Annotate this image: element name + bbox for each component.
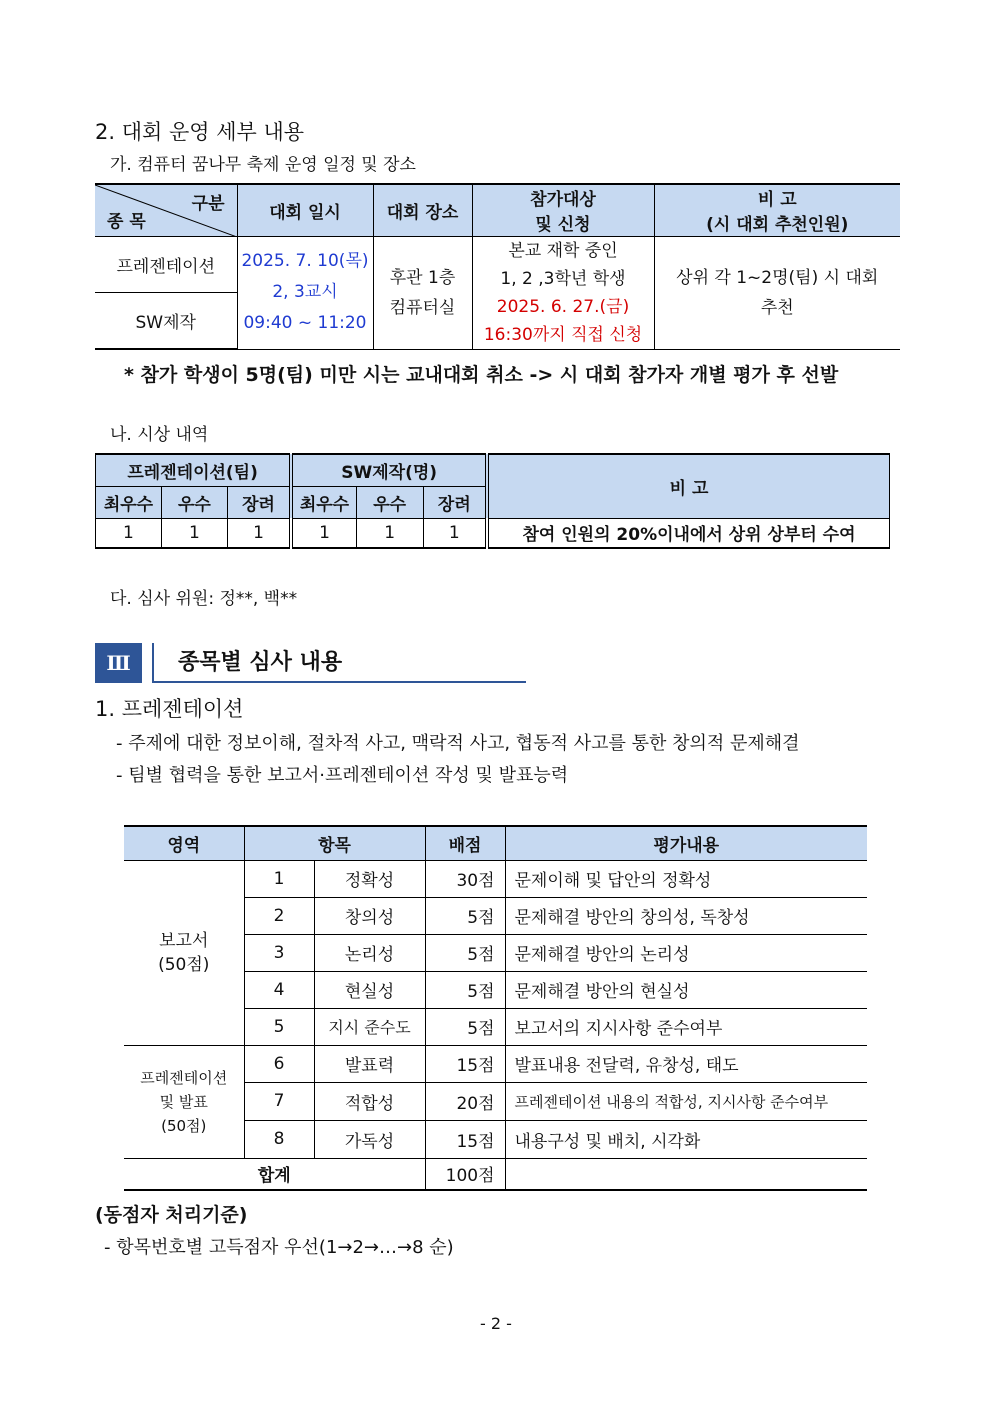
award-level: 최우수 xyxy=(96,486,162,518)
target-line2: 1, 2 ,3학년 학생 xyxy=(500,268,626,289)
award-count: 1 xyxy=(227,518,291,548)
area-presentation xyxy=(124,1045,244,1158)
row-no: 1 xyxy=(244,860,314,897)
award-note-header: 비 고 xyxy=(487,454,889,518)
row-no: 2 xyxy=(244,897,314,934)
award-level: 장려 xyxy=(423,486,487,518)
row-no: 6 xyxy=(244,1045,314,1082)
h-area: 영역 xyxy=(124,826,244,860)
award-count: 1 xyxy=(291,518,356,548)
award-group-sw: SW제작(명) xyxy=(291,454,487,486)
col-note-header xyxy=(654,184,900,236)
row-content: 보고서의 지시사항 준수여부 xyxy=(505,1008,867,1045)
col-date-header: 대회 일시 xyxy=(237,184,373,236)
diag-bottom-label: 종 목 xyxy=(107,211,146,232)
award-count: 1 xyxy=(96,518,162,548)
row-item: 가독성 xyxy=(314,1120,425,1158)
total-empty xyxy=(505,1158,867,1190)
award-count: 1 xyxy=(161,518,227,548)
col-place-header: 대회 장소 xyxy=(373,184,472,236)
subheading-da: 다. 심사 위원: 정**, 백** xyxy=(110,589,298,609)
award-level: 최우수 xyxy=(291,486,356,518)
event-place-cell xyxy=(373,236,472,349)
diag-top-label: 구분 xyxy=(191,194,225,214)
row-score: 5점 xyxy=(425,1008,505,1045)
tie-rule: - 항목번호별 고득점자 우선(1→2→…→8 순) xyxy=(104,1237,454,1258)
row-item: 지시 준수도 xyxy=(314,1008,425,1045)
bullet-2: - 팀별 협력을 통한 보고서·프레젠테이션 작성 및 발표능력 xyxy=(116,765,569,786)
section-heading: 2. 대회 운영 세부 내용 xyxy=(95,120,305,144)
section-title: 종목별 심사 내용 xyxy=(152,643,526,683)
subheading-ga: 가. 컴퓨터 꿈나무 축제 운영 일정 및 장소 xyxy=(110,155,416,175)
diagonal-header-cell xyxy=(95,184,237,236)
area-report-points: (50점) xyxy=(158,954,210,975)
total-score: 100점 xyxy=(425,1158,505,1190)
row-no: 3 xyxy=(244,934,314,971)
row-item: 논리성 xyxy=(314,934,425,971)
row-score: 30점 xyxy=(425,860,505,897)
page-number: - 2 - xyxy=(480,1314,512,1333)
row-score: 20점 xyxy=(425,1082,505,1120)
award-level: 장려 xyxy=(227,486,291,518)
row-no: 8 xyxy=(244,1120,314,1158)
area-report xyxy=(124,860,244,1045)
event-period: 2, 3교시 xyxy=(272,282,338,302)
place-line1: 후관 1층 xyxy=(389,267,456,288)
row-item: 정확성 xyxy=(314,860,425,897)
sub-heading-presentation: 1. 프레젠테이션 xyxy=(95,697,244,721)
notice: * 참가 학생이 5명(팀) 미만 시는 교내대회 취소 -> 시 대회 참가자 개별 평가 후 선발 xyxy=(124,364,839,386)
row-score: 15점 xyxy=(425,1045,505,1082)
h-score: 배점 xyxy=(425,826,505,860)
col-note-line2: (시 대회 추천인원) xyxy=(706,215,849,236)
col-target-header xyxy=(472,184,654,236)
note-line2: 추천 xyxy=(760,297,794,318)
note-cell xyxy=(654,236,900,349)
award-count: 1 xyxy=(356,518,423,548)
award-count: 1 xyxy=(423,518,487,548)
event-date-cell xyxy=(237,236,373,349)
row-item: 현실성 xyxy=(314,971,425,1008)
area-presentation-sub: 및 발표 xyxy=(159,1092,208,1111)
event-sw: SW제작 xyxy=(95,292,237,349)
row-content: 문제해결 방안의 논리성 xyxy=(505,934,867,971)
criteria-table xyxy=(124,825,867,1191)
area-presentation-points: (50점) xyxy=(161,1116,207,1135)
bullet-1: - 주제에 대한 정보이해, 절차적 사고, 맥락적 사고, 협동적 사고를 통한 창의적 문제해결 xyxy=(116,733,800,754)
award-group-presentation: 프레젠테이션(팀) xyxy=(96,454,292,486)
row-score: 5점 xyxy=(425,897,505,934)
row-item: 적합성 xyxy=(314,1082,425,1120)
row-score: 15점 xyxy=(425,1120,505,1158)
subheading-na: 나. 시상 내역 xyxy=(110,425,209,445)
row-item: 창의성 xyxy=(314,897,425,934)
note-line1: 상위 각 1~2명(팀) 시 대회 xyxy=(676,267,879,288)
row-content: 문제해결 방안의 창의성, 독창성 xyxy=(505,897,867,934)
row-score: 5점 xyxy=(425,971,505,1008)
row-content: 문제이해 및 답안의 정확성 xyxy=(505,860,867,897)
event-date: 2025. 7. 10(목) xyxy=(241,251,369,271)
area-presentation-name: 프레젠테이션 xyxy=(140,1068,228,1087)
target-cell xyxy=(472,236,654,349)
row-score: 5점 xyxy=(425,934,505,971)
row-item: 발표력 xyxy=(314,1045,425,1082)
deadline-time: 16:30까지 직접 신청 xyxy=(483,324,643,345)
award-note: 참여 인원의 20%이내에서 상위 상부터 수여 xyxy=(487,518,889,548)
total-label: 합계 xyxy=(124,1158,425,1190)
place-line2: 컴퓨터실 xyxy=(389,297,456,318)
tie-heading: (동점자 처리기준) xyxy=(95,1204,248,1226)
target-line1: 본교 재학 중인 xyxy=(508,240,618,261)
col-target-line1: 참가대상 xyxy=(530,190,596,211)
col-target-line2: 및 신청 xyxy=(535,215,591,236)
schedule-table xyxy=(95,183,900,350)
col-note-line1: 비 고 xyxy=(757,190,797,211)
event-time: 09:40 ~ 11:20 xyxy=(243,313,367,333)
award-table xyxy=(95,453,890,549)
event-presentation: 프레젠테이션 xyxy=(95,236,237,292)
row-no: 5 xyxy=(244,1008,314,1045)
award-level: 우수 xyxy=(161,486,227,518)
h-item: 항목 xyxy=(244,826,425,860)
row-content: 발표내용 전달력, 유창성, 태도 xyxy=(505,1045,867,1082)
row-content: 내용구성 및 배치, 시각화 xyxy=(505,1120,867,1158)
row-content: 문제해결 방안의 현실성 xyxy=(505,971,867,1008)
award-level: 우수 xyxy=(356,486,423,518)
row-content: 프레젠테이션 내용의 적합성, 지시사항 준수여부 xyxy=(505,1082,867,1120)
section-numeral: Ⅲ xyxy=(95,643,142,683)
deadline-date: 2025. 6. 27.(금) xyxy=(496,296,630,317)
area-report-name: 보고서 xyxy=(159,930,209,951)
row-no: 7 xyxy=(244,1082,314,1120)
row-no: 4 xyxy=(244,971,314,1008)
h-content: 평가내용 xyxy=(505,826,867,860)
